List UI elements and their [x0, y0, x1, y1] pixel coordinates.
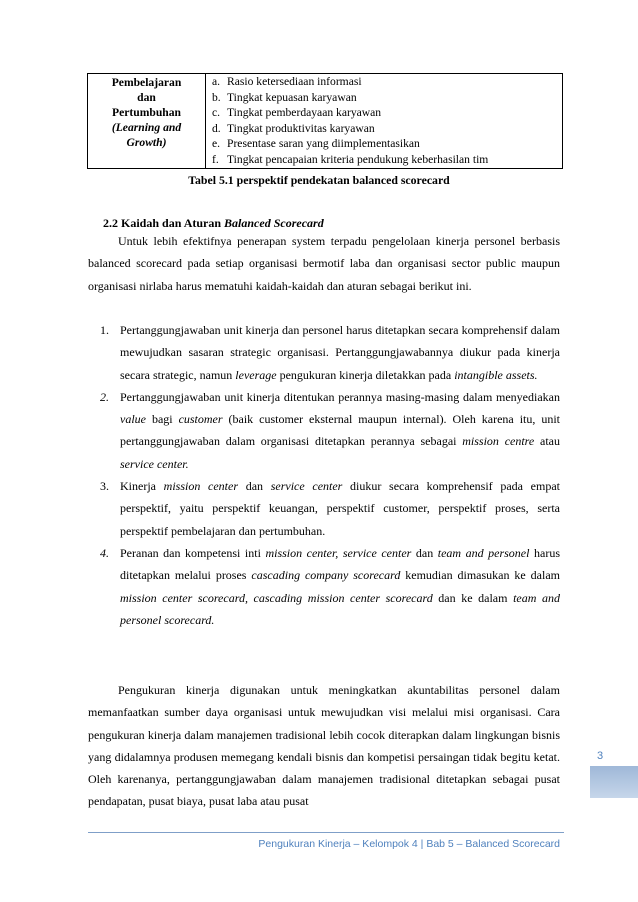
list-item: f. Tingkat pencapaian kriteria pendukung keberhasilan tim: [212, 152, 489, 166]
table-items-cell: [206, 74, 563, 169]
table-caption: Tabel 5.1 perspektif pendekatan balanced scorecard: [188, 173, 450, 187]
footer-divider: [88, 832, 564, 833]
intro-paragraph: Untuk lebih efektifnya penerapan system terpadu pengelolaan kinerja personel berbasis balanced scorecard pada setiap organisasi bermotif laba dan organisasi sector public maupun organisasi nirlaba harus mematuhi kaidah-kaidah dan aturan sebagai berikut ini.: [88, 234, 560, 293]
list-item: 2. Pertanggungjawaban unit kinerja ditentukan perannya masing-masing dalam menyediakan value bagi customer (baik customer eksternal maupun internal). Oleh karena itu, unit pertanggungjawaban dalam organisasi ditetapkan perannya sebagai mission centre atau service center.: [100, 389, 560, 471]
category-line: Pertumbuhan: [112, 106, 181, 119]
rules-list: [100, 319, 560, 631]
list-item: d. Tingkat produktivitas karyawan: [212, 121, 375, 135]
perspective-table: [87, 73, 563, 169]
indicator-list: [212, 74, 562, 168]
category-line: Growth): [126, 136, 167, 149]
closing-paragraph: Pengukuran kinerja digunakan untuk meningkatkan akuntabilitas personel dalam memanfaatkan sumber daya organisasi untuk mewujudkan visi melalui misi organisasi. Cara pengukuran kinerja dalam manajemen tradisional lebih cocok diterapkan dalam lingkungan bisnis yang didalamnya produsen memegang kendali bisnis dan kompetisi persaingan tidak begitu ketat. Oleh karenanya, pertanggungjawaban dalam manajemen tradisional ditetapkan sebagai pusat pendapatan, pusat biaya, pusat laba atau pusat: [88, 683, 560, 809]
list-item: c. Tingkat pemberdayaan karyawan: [212, 106, 382, 120]
list-item: 1. Pertanggungjawaban unit kinerja dan personel harus ditetapkan secara komprehensif dalam mewujudkan sasaran strategic organisasi. Pertanggungjawabannya diukur pada kinerja secara strategic, namun leverage pengukuran kinerja diletakkan pada intangible assets.: [100, 323, 560, 382]
list-item: e. Presentase saran yang diimplementasikan: [212, 137, 420, 151]
list-item: a. Rasio ketersediaan informasi: [212, 75, 362, 88]
section-heading: 2.2 Kaidah dan Aturan Balanced Scorecard: [103, 216, 324, 230]
page-number: 3: [597, 750, 604, 762]
page-corner-decoration: [590, 766, 638, 798]
category-line: Pembelajaran: [111, 76, 182, 89]
table-category-cell: [88, 74, 206, 169]
page-footer: Pengukuran Kinerja – Kelompok 4 | Bab 5 – Balanced Scorecard: [258, 838, 560, 850]
list-item: 3. Kinerja mission center dan service center diukur secara komprehensif pada empat perspektif, yaitu perspektif keuangan, perspektif customer, perspektif proses, serta perspektif pembelajaran dan pertumbuhan.: [100, 479, 560, 538]
category-line: dan: [137, 91, 156, 104]
list-item: 4. Peranan dan kompetensi inti mission center, service center dan team and personel harus ditetapkan melalui proses cascading company scorecard kemudian dimasukan ke dalam mission center scorecard, cascading mission center scorecard dan ke dalam team and personel scorecard.: [100, 545, 560, 627]
list-item: b. Tingkat kepuasan karyawan: [212, 90, 357, 104]
category-line: (Learning and: [111, 121, 182, 134]
